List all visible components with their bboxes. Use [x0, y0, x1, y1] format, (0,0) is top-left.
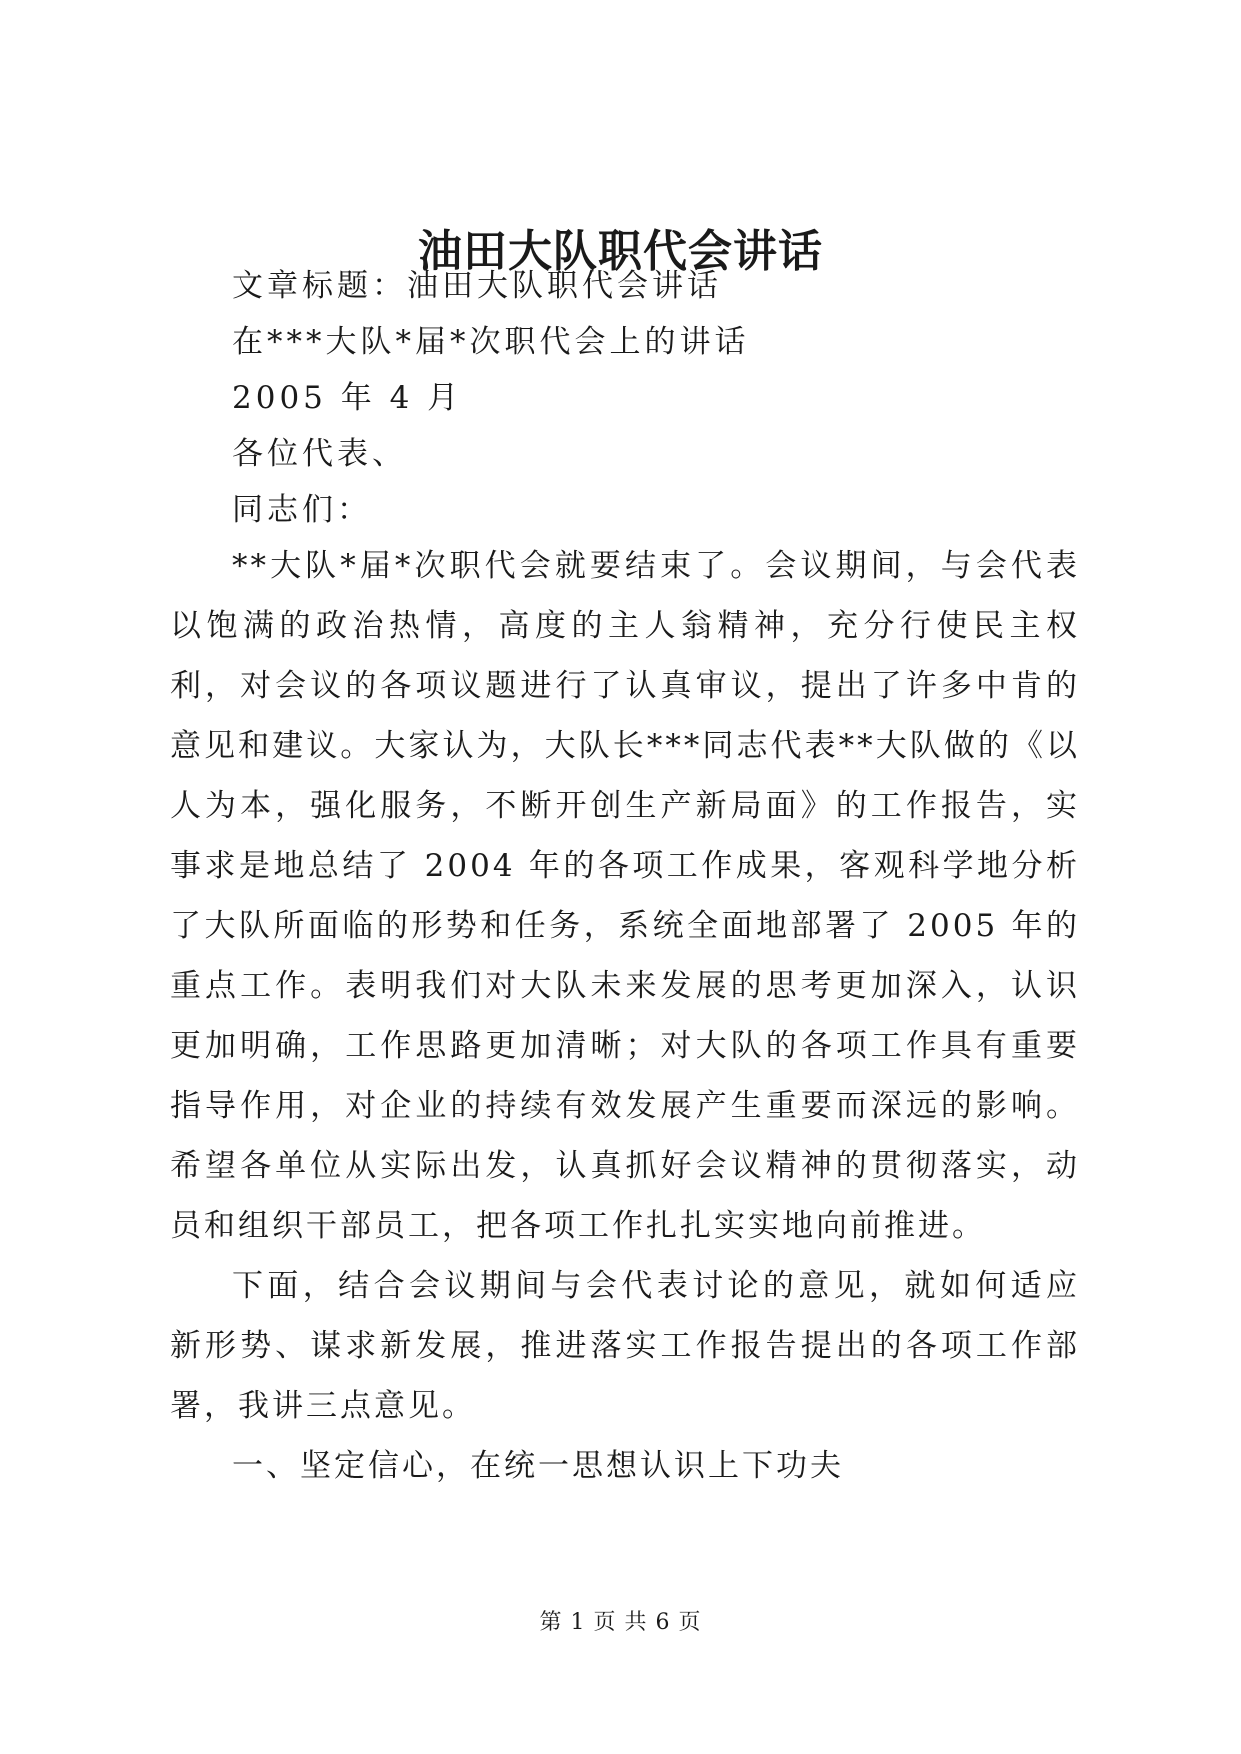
section-heading-1: 一、坚定信心，在统一思想认识上下功夫	[232, 1448, 844, 1484]
page-footer: 第 1 页 共 6 页	[539, 1610, 702, 1635]
article-title-line: 文章标题：油田大队职代会讲话	[232, 268, 722, 304]
paragraph-transition: 下面，结合会议期间与会代表讨论的意见，就如何适应新形势、谋求新发展，推进落实工作报告提出的各项工作部署，我讲三点意见。	[170, 1268, 1080, 1424]
date-line: 2005 年 4 月	[232, 380, 463, 416]
salutation-line-1: 各位代表、	[232, 436, 407, 472]
salutation-line-2: 同志们：	[232, 492, 372, 528]
paragraph-intro: **大队*届*次职代会就要结束了。会议期间，与会代表以饱满的政治热情，高度的主人翁精神，充分行使民主权利，对会议的各项议题进行了认真审议，提出了许多中肯的意见和建议。大家认为，大队长***同志代表**大队做的《以人为本，强化服务，不断开创生产新局面》的工作报告，实事求是地总结了 2004 年的各项工作成果，客观科学地分析了大队所面临的形势和任务，系统全面地部署了 2005 年的重点工作。表明我们对大队未来发展的思考更加深入，认识更加明确，工作思路更加清晰；对大队的各项工作具有重要指导作用，对企业的持续有效发展产生重要而深远的影响。希望各单位从实际出发，认真抓好会议精神的贯彻落实，动员和组织干部员工，把各项工作扎扎实实地向前推进。	[170, 548, 1080, 1244]
document-title: 油田大队职代会讲话	[418, 226, 823, 277]
speech-subtitle-line: 在***大队*届*次职代会上的讲话	[232, 324, 750, 360]
body-text	[170, 536, 1080, 1496]
